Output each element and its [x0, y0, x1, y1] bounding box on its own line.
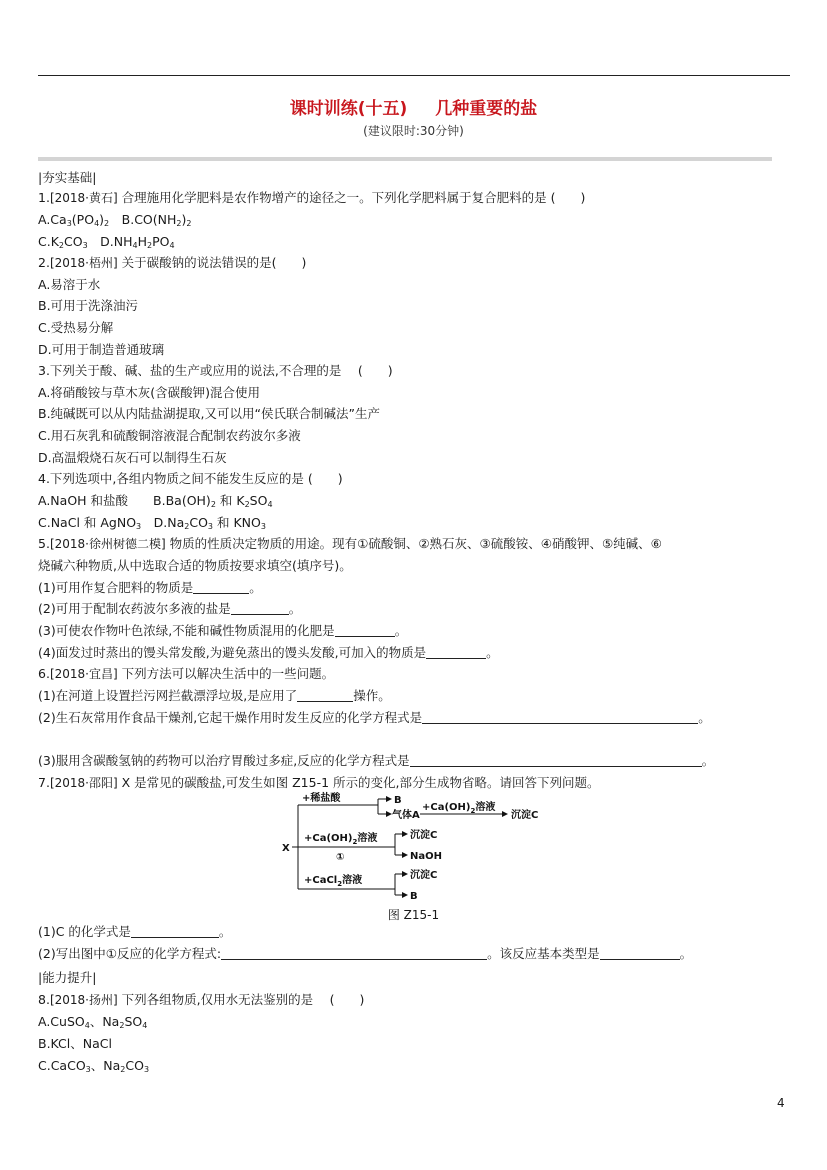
question-8-option-a: A.CuSO$_4$、$Na_2SO_4$: [38, 1014, 148, 1030]
question-3-option-a: A.将硝酸铵与草木灰(含碳酸钾)混合使用: [38, 385, 261, 400]
diagram-reagent-hcl: +稀盐酸: [302, 793, 341, 804]
question-7-sub-2: (2)写出图中①反应的化学方程式: 。该反应基本类型是 。: [38, 946, 693, 961]
time-limit-note: (建议限时:30分钟): [363, 124, 464, 138]
page-number: 4: [777, 1096, 785, 1110]
diagram-precipitate-c2: 沉淀C: [410, 830, 438, 841]
question-8-stem: 8.[2018·扬州] 下列各组物质,仅用水无法鉴别的是 ( ): [38, 992, 365, 1007]
section-basic-label: |夯实基础|: [38, 170, 97, 185]
question-4-options-cd: C.NaCl 和 AgNO$_3$ $D.Na_2CO_3$ 和 $KNO_3$: [38, 515, 266, 531]
question-6-sub-1: (1)在河道上设置拦污网拦截漂浮垃圾,是应用了 操作。: [38, 688, 391, 703]
page-title: 课时训练(十五) 几种重要的盐: [289, 99, 538, 119]
question-4-options-ab: A.NaOH 和盐酸 $B.Ba(OH)_2$ 和 $K_2SO_4$: [38, 493, 273, 509]
question-6-sub-3: (3)服用含碳酸氢钠的药物可以治疗胃酸过多症,反应的化学方程式是 。: [38, 753, 715, 768]
reaction-diagram: [280, 790, 550, 925]
question-6-stem: 6.[2018·宜昌] 下列方法可以解决生活中的一些问题。: [38, 666, 335, 681]
top-rule: [38, 75, 790, 76]
question-5-sub-3: (3)可使农作物叶色浓绿,不能和碱性物质混用的化肥是 。: [38, 623, 408, 638]
answer-blank[interactable]: [335, 623, 395, 637]
question-2-stem: 2.[2018·梧州] 关于碳酸钠的说法错误的是( ): [38, 255, 307, 270]
question-1-stem: 1.[2018·黄石] 合理施用化学肥料是农作物增产的途径之一。下列化学肥料属于复合肥料的是 ( ): [38, 190, 586, 205]
diagram-product-b2: B: [410, 891, 418, 902]
section-divider: [38, 157, 772, 161]
question-5-stem-cont: 烧碱六种物质,从中选取合适的物质按要求填空(填序号)。: [38, 558, 352, 573]
question-2-option-b: B.可用于洗涤油污: [38, 298, 139, 313]
question-5-sub-1: (1)可用作复合肥料的物质是 。: [38, 580, 262, 595]
answer-blank[interactable]: [131, 924, 219, 938]
diagram-gas-a: 气体A: [392, 810, 420, 821]
diagram-reagent-caoh2-top: $+Ca(OH)_2$溶液: [422, 802, 496, 815]
section-advanced-label: |能力提升|: [38, 970, 97, 985]
question-2-option-a: A.易溶于水: [38, 277, 101, 292]
diagram-precipitate-c3: 沉淀C: [410, 870, 438, 881]
question-2-option-d: D.可用于制造普通玻璃: [38, 342, 165, 357]
question-3-stem: 3.下列关于酸、碱、盐的生产或应用的说法,不合理的是 ( ): [38, 363, 393, 378]
question-2-option-c: C.受热易分解: [38, 320, 114, 335]
answer-blank[interactable]: [221, 946, 487, 960]
answer-blank[interactable]: [410, 753, 702, 767]
question-8-option-c: C.CaCO$_3$、$Na_2CO_3$: [38, 1058, 150, 1074]
question-5-sub-4: (4)面发过时蒸出的馒头常发酸,为避免蒸出的馒头发酸,可加入的物质是 。: [38, 645, 499, 660]
answer-blank[interactable]: [600, 946, 680, 960]
diagram-naoh: NaOH: [410, 851, 442, 862]
question-8-option-b: B.KCl、NaCl: [38, 1036, 112, 1051]
question-6-sub-2: (2)生石灰常用作食品干燥剂,它起干燥作用时发生反应的化学方程式是 。: [38, 710, 711, 725]
answer-blank[interactable]: [193, 580, 249, 594]
answer-blank[interactable]: [231, 601, 289, 615]
diagram-reagent-cacl2: +CaCl$_2$溶液: [304, 875, 363, 888]
figure-caption: 图 Z15-1: [387, 908, 440, 922]
question-3-option-b: B.纯碱既可以从内陆盐湖提取,又可以用“侯氏联合制碱法”生产: [38, 406, 380, 421]
diagram-reagent-caoh2-mid: $+Ca(OH)_2$溶液: [304, 833, 378, 846]
diagram-reaction-1-marker: ①: [336, 852, 345, 863]
diagram-precipitate-c1: 沉淀C: [511, 810, 539, 821]
question-1-options-cd: $C.K_2CO_3$ $D.NH_4H_2PO_4$: [38, 234, 175, 250]
question-7-stem: 7.[2018·邵阳] X 是常见的碳酸盐,可发生如图 Z15-1 所示的变化,部分生成物省略。请回答下列问题。: [38, 775, 600, 790]
question-3-option-c: C.用石灰乳和硫酸铜溶液混合配制农药波尔多液: [38, 428, 301, 443]
question-5-stem: 5.[2018·徐州树德二模] 物质的性质决定物质的用途。现有①硫酸铜、②熟石灰、③硫酸铵、④硝酸钾、⑤纯碱、⑥: [38, 536, 662, 551]
question-5-sub-2: (2)可用于配制农药波尔多液的盐是 。: [38, 601, 302, 616]
answer-blank[interactable]: [422, 710, 698, 724]
question-3-option-d: D.高温煅烧石灰石可以制得生石灰: [38, 450, 227, 465]
answer-blank[interactable]: [297, 688, 353, 702]
question-4-stem: 4.下列选项中,各组内物质之间不能发生反应的是 ( ): [38, 471, 343, 486]
question-7-sub-1: (1)C 的化学式是 。: [38, 924, 232, 939]
answer-blank[interactable]: [426, 645, 486, 659]
question-1-options-ab: $A.Ca_3(PO_4)_2$ $B.CO(NH_2)_2$: [38, 212, 192, 228]
diagram-product-b1: B: [394, 795, 402, 806]
diagram-x-label: X: [282, 843, 290, 854]
